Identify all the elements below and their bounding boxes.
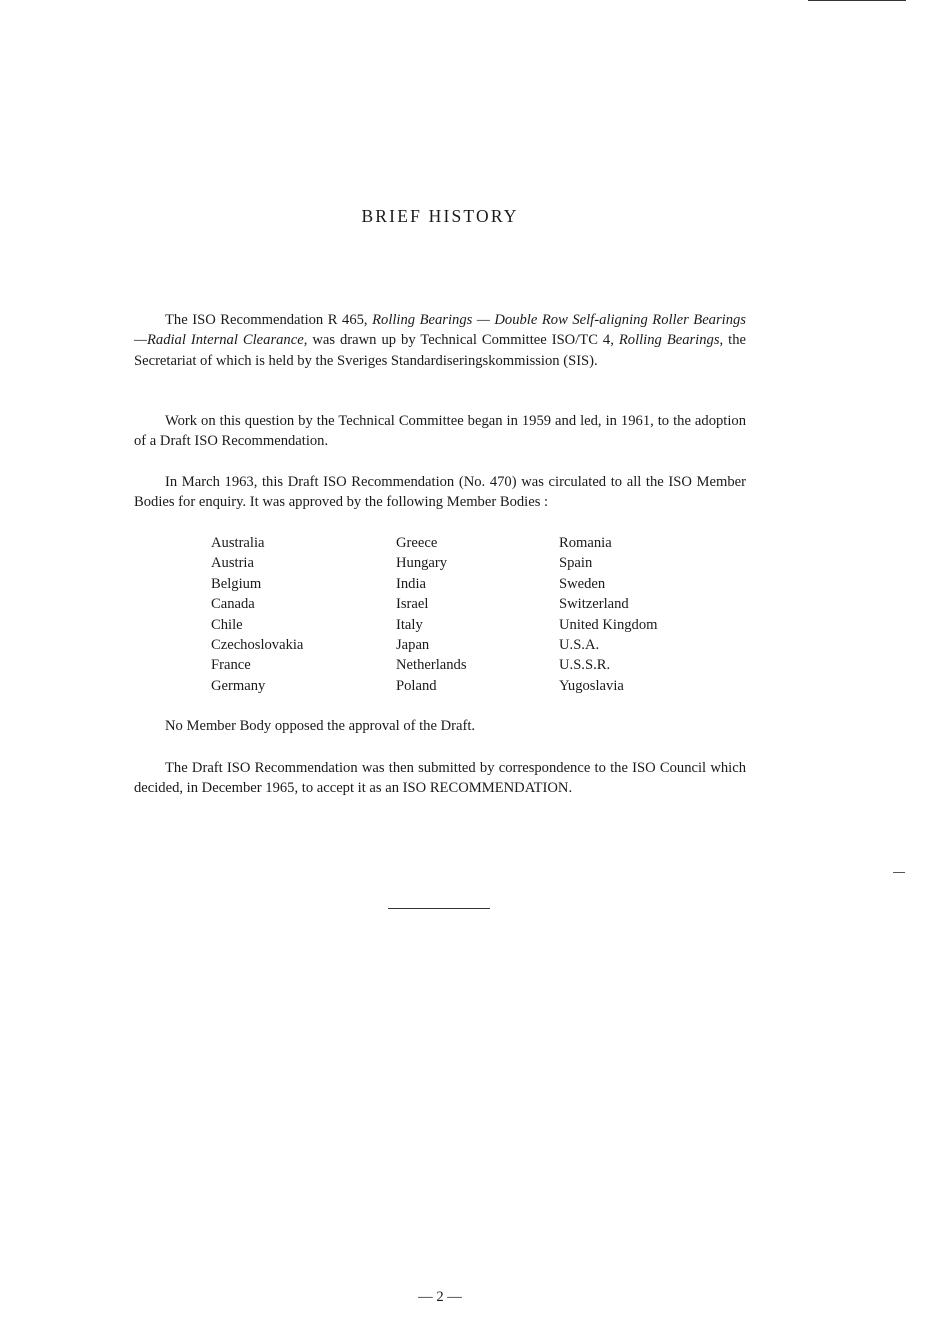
origin-text-1: The ISO Recommendation R 465, (165, 312, 373, 328)
paragraph-work: Work on this question by the Technical Committee began in 1959 and led, in 1961, to the adoption of a Draft ISO Recommendation. (134, 413, 746, 450)
list-item: Canada (211, 596, 255, 613)
list-item: Czechoslovakia (211, 636, 304, 653)
list-item: Greece (396, 535, 438, 551)
origin-text-5: , the Secretariat of which is held by the Sveriges Standardiseringskommission (SIS). (134, 332, 746, 369)
list-item: Hungary (396, 555, 448, 572)
margin-mark (893, 872, 905, 873)
list-item: Germany (211, 677, 266, 694)
origin-text-3: , was drawn up by Technical Committee ISO/TC 4, (303, 332, 619, 349)
origin-committee-italic: Rolling Bearings (618, 332, 720, 349)
list-item: Australia (211, 535, 265, 551)
paragraph-no-opposition: No Member Body opposed the approval of the Draft. (165, 718, 476, 734)
paragraph-acceptance: The Draft ISO Recommendation was then submitted by correspondence to the ISO Council which decided, in December 1965, to accept it as an ISO RECOMMENDATION. (134, 760, 746, 797)
list-item: Switzerland (559, 596, 629, 613)
page-title: BRIEF HISTORY (361, 206, 519, 226)
list-item: United Kingdom (559, 616, 658, 633)
list-item: Italy (396, 616, 423, 633)
list-item: Chile (211, 616, 243, 633)
list-item: Spain (559, 555, 593, 572)
list-item: U.S.S.R. (559, 657, 611, 674)
origin-title-italic: Rolling Bearings — Double Row Self-aligning Roller Bearings—Radial Internal Clearance (134, 312, 746, 349)
list-item: U.S.A. (559, 636, 600, 653)
member-bodies-column-1 (211, 533, 303, 696)
list-item: Sweden (559, 575, 606, 592)
page-number: — 2 — (418, 1289, 462, 1305)
list-item: Romania (559, 535, 612, 551)
list-item: Israel (396, 596, 429, 613)
list-item: France (211, 657, 251, 674)
list-item: India (396, 575, 426, 592)
paragraph-origin (134, 310, 746, 371)
list-item: Yugoslavia (559, 677, 624, 694)
paragraph-enquiry: In March 1963, this Draft ISO Recommendation (No. 470) was circulated to all the ISO Member Bodies for enquiry. It was approved by the following Member Bodies : (134, 474, 746, 511)
list-item: Belgium (211, 575, 262, 592)
list-item: Japan (396, 636, 430, 653)
top-rule (808, 0, 906, 1)
section-end-rule (388, 908, 490, 909)
member-bodies-column-2 (396, 533, 467, 696)
list-item: Poland (396, 677, 437, 694)
list-item: Netherlands (396, 657, 467, 674)
member-bodies-column-3 (559, 533, 658, 696)
list-item: Austria (211, 555, 254, 572)
